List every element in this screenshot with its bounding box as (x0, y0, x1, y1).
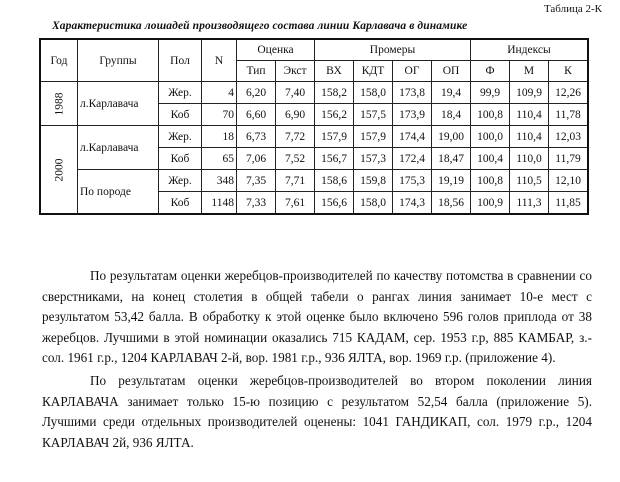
table-cell: 110,4 (510, 126, 549, 148)
table-cell: 7,72 (276, 126, 315, 148)
table-cell: 12,03 (549, 126, 589, 148)
table-cell: 158,0 (354, 82, 393, 104)
header-n: N (202, 39, 237, 82)
table-cell: 157,5 (354, 104, 393, 126)
table-row (40, 126, 588, 148)
n-cell: 65 (202, 148, 237, 170)
n-cell: 18 (202, 126, 237, 148)
sex-cell: Коб (159, 192, 202, 215)
table-cell: 111,3 (510, 192, 549, 215)
table-cell: 109,9 (510, 82, 549, 104)
table-cell: 158,6 (315, 170, 354, 192)
subheader-k: К (549, 61, 589, 82)
table-cell: 100,4 (471, 148, 510, 170)
group-cell: л.Карлавача (78, 82, 159, 126)
header-row (40, 39, 588, 61)
paragraph: По результатам оценки жеребцов-производителей по качеству потомства в сравнении со сверстниками, на конец столетия в общей табели о рангах линия занимает 10-е мест с результатом 53,42 балла. В обработку к этой оценке было включено 596 голов приплода от 38 жеребцов. Лучшими в этой номинации оказались 715 КАДАМ, сер. 1953 г.р, 885 КАМБАР, з.-сол. 1961 г.р., 1204 КАРЛАВАЧ 2-й, вор. 1981 г.р., 936 ЯЛТА, вор. 1969 г.р. (приложение 4). (42, 268, 592, 366)
table-row (40, 82, 588, 104)
table-cell: 6,73 (237, 126, 276, 148)
subheader-og: ОГ (393, 61, 432, 82)
table-cell: 11,85 (549, 192, 589, 215)
year-cell (40, 82, 78, 126)
table-cell: 100,0 (471, 126, 510, 148)
sex-cell: Коб (159, 104, 202, 126)
table-cell: 7,06 (237, 148, 276, 170)
table-cell: 173,8 (393, 82, 432, 104)
table-cell: 7,40 (276, 82, 315, 104)
group-cell: л.Карлавача (78, 126, 159, 170)
sex-cell: Жер. (159, 170, 202, 192)
header-score: Оценка (237, 39, 315, 61)
n-cell: 70 (202, 104, 237, 126)
subheader-m: М (510, 61, 549, 82)
table-cell: 100,9 (471, 192, 510, 215)
year-label: 1988 (53, 92, 65, 115)
header-sex: Пол (159, 39, 202, 82)
table-cell: 7,61 (276, 192, 315, 215)
table-cell: 173,9 (393, 104, 432, 126)
table-cell: 159,8 (354, 170, 393, 192)
paragraph: По результатам оценки жеребцов-производителей во втором поколении линия КАРЛАВАЧА занимает только 15-ю позицию с результатом 52,54 балла (приложение 5). Лучшими среди отдельных производителей оценены: 1041 ГАНДИКАП, сол. 1979 г.р., 1204 КАРЛАВАЧ 2й, 936 ЯЛТА. (42, 372, 592, 450)
table-cell: 18,47 (432, 148, 471, 170)
table-cell: 7,52 (276, 148, 315, 170)
table-cell: 18,4 (432, 104, 471, 126)
n-cell: 1148 (202, 192, 237, 215)
table-cell: 6,90 (276, 104, 315, 126)
table-cell: 6,60 (237, 104, 276, 126)
table-cell: 172,4 (393, 148, 432, 170)
body-text (42, 266, 592, 453)
header-groups: Группы (78, 39, 159, 82)
header-measurements: Промеры (315, 39, 471, 61)
table-cell: 11,79 (549, 148, 589, 170)
subheader-op: ОП (432, 61, 471, 82)
n-cell: 4 (202, 82, 237, 104)
table-cell: 99,9 (471, 82, 510, 104)
table-cell: 7,35 (237, 170, 276, 192)
table-cell: 19,19 (432, 170, 471, 192)
table-cell: 110,0 (510, 148, 549, 170)
table-cell: 110,4 (510, 104, 549, 126)
table-cell: 158,2 (315, 82, 354, 104)
table-cell: 156,7 (315, 148, 354, 170)
sex-cell: Жер. (159, 82, 202, 104)
table-row (40, 170, 588, 192)
header-indexes: Индексы (471, 39, 589, 61)
table-cell: 12,10 (549, 170, 589, 192)
table-cell: 12,26 (549, 82, 589, 104)
table-cell: 156,2 (315, 104, 354, 126)
subheader-f: Ф (471, 61, 510, 82)
table-cell: 18,56 (432, 192, 471, 215)
sex-cell: Жер. (159, 126, 202, 148)
table-cell: 100,8 (471, 170, 510, 192)
table-cell: 158,0 (354, 192, 393, 215)
sex-cell: Коб (159, 148, 202, 170)
table-cell: 110,5 (510, 170, 549, 192)
table-cell: 157,9 (354, 126, 393, 148)
table-cell: 19,00 (432, 126, 471, 148)
table-cell: 100,8 (471, 104, 510, 126)
table-label: Таблица 2-К (543, 3, 602, 15)
subheader-ext: Экст (276, 61, 315, 82)
table-cell: 7,33 (237, 192, 276, 215)
table-title: Характеристика лошадей производящего состава линии Карлавача в динамике (52, 20, 468, 32)
table-cell: 174,3 (393, 192, 432, 215)
table-cell: 7,71 (276, 170, 315, 192)
subheader-kdt: КДТ (354, 61, 393, 82)
table-cell: 175,3 (393, 170, 432, 192)
table-cell: 6,20 (237, 82, 276, 104)
table-cell: 11,78 (549, 104, 589, 126)
data-table (39, 38, 589, 215)
table-cell: 156,6 (315, 192, 354, 215)
table-cell: 19,4 (432, 82, 471, 104)
n-cell: 348 (202, 170, 237, 192)
subheader-vh: ВХ (315, 61, 354, 82)
subheader-type: Тип (237, 61, 276, 82)
table-cell: 157,9 (315, 126, 354, 148)
group-cell: По породе (78, 170, 159, 215)
year-cell (40, 126, 78, 215)
header-year: Год (40, 39, 78, 82)
table-cell: 157,3 (354, 148, 393, 170)
year-label: 2000 (53, 158, 65, 181)
table-cell: 174,4 (393, 126, 432, 148)
